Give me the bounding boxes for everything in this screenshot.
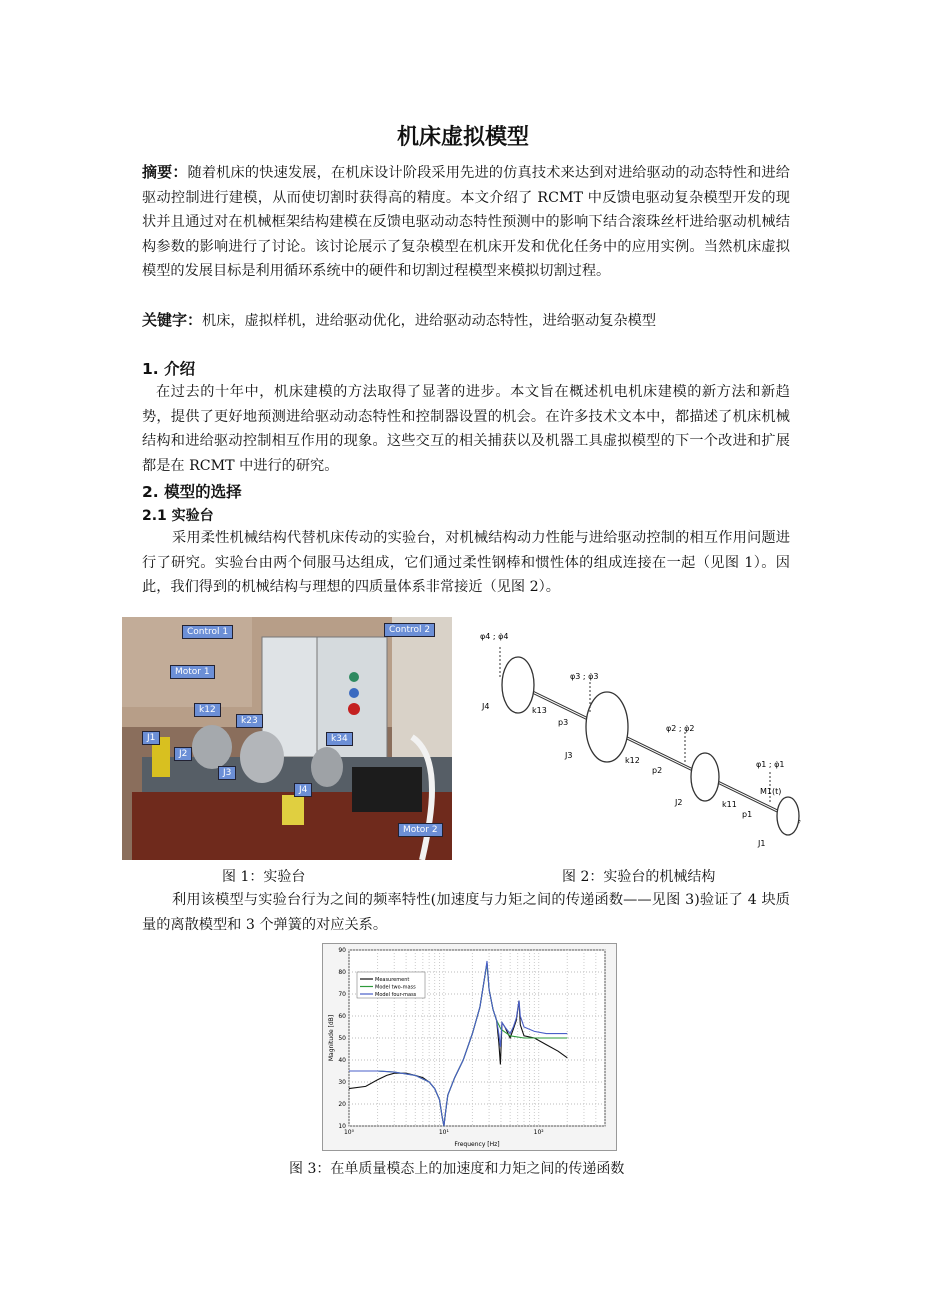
y-tick-label: 40 bbox=[338, 1057, 346, 1064]
label-k34: k34 bbox=[326, 732, 353, 746]
phi4-label: φ4 ; φ̇4 bbox=[480, 632, 509, 641]
section2-1-text2: 利用该模型与实验台行为之间的频率特性(加速度与力矩之间的传递函数——见图 3)验证了 4 块质量的离散模型和 3 个弹簧的对应关系。 bbox=[142, 892, 790, 933]
label-k23: k23 bbox=[236, 714, 263, 728]
label-motor1: Motor 1 bbox=[170, 665, 215, 679]
label-control1: Control 1 bbox=[182, 625, 233, 639]
figure1-caption: 图 1：实验台 bbox=[222, 869, 306, 885]
x-tick-label: 10¹ bbox=[438, 1129, 449, 1136]
section2-1-text: 采用柔性机械结构代替机床传动的实验台，对机械结构动力性能与进给驱动控制的相互作用问题进行了研究。实验台由两个伺服马达组成，它们通过柔性钢棒和惯性体的组成连接在一起（见图 1）。因此，我们得到的机械结构与理想的四质量体系非常接近（见图 2）。 bbox=[142, 530, 790, 596]
label-k12: k12 bbox=[194, 703, 221, 717]
abstract-label: 摘要： bbox=[142, 163, 188, 181]
torque-label: M1(t) bbox=[760, 787, 782, 796]
disk-j3 bbox=[586, 692, 628, 762]
keywords-label: 关键字： bbox=[142, 311, 203, 329]
y-tick-label: 80 bbox=[338, 969, 346, 976]
figure3-plot bbox=[322, 943, 617, 1151]
figure1-photo bbox=[122, 617, 452, 860]
keywords bbox=[142, 308, 790, 334]
label-j1: J1 bbox=[142, 731, 160, 745]
section2-1-heading: 2.1 实验台 bbox=[142, 508, 214, 524]
y-tick-label: 70 bbox=[338, 991, 346, 998]
label-control2: Control 2 bbox=[384, 623, 435, 637]
keywords-text: 机床，虚拟样机，进给驱动优化，进给驱动动态特性，进给驱动复杂模型 bbox=[202, 313, 657, 329]
paper-title: 机床虚拟模型 bbox=[396, 125, 529, 150]
abstract bbox=[142, 160, 790, 284]
disk-j2 bbox=[691, 753, 719, 801]
phi1-label: φ1 ; φ̇1 bbox=[756, 760, 785, 769]
figure3-caption: 图 3：在单质量模态上的加速度和力矩之间的传递函数 bbox=[289, 1161, 625, 1177]
p2-label: p2 bbox=[652, 766, 663, 775]
section1-heading: 1. 介绍 bbox=[142, 360, 196, 378]
y-tick-label: 10 bbox=[338, 1123, 346, 1130]
J3-label: J3 bbox=[565, 751, 573, 760]
label-motor2: Motor 2 bbox=[398, 823, 443, 837]
transfer-function-chart bbox=[323, 944, 616, 1150]
k11-label: k11 bbox=[722, 800, 737, 809]
y-tick-label: 90 bbox=[338, 947, 346, 954]
x-tick-label: 10² bbox=[533, 1129, 544, 1136]
y-tick-label: 30 bbox=[338, 1079, 346, 1086]
phi3-label: φ3 ; φ̇3 bbox=[570, 672, 599, 681]
legend-label: Measurement bbox=[375, 977, 410, 983]
y-tick-label: 50 bbox=[338, 1035, 346, 1042]
label-j3: J3 bbox=[218, 766, 236, 780]
y-axis-label: Magnitude [dB] bbox=[328, 1014, 335, 1062]
k13-label: k13 bbox=[532, 706, 547, 715]
disk-j4 bbox=[502, 657, 534, 713]
legend-label: Model two-mass bbox=[375, 984, 416, 991]
abstract-text: 随着机床的快速发展，在机床设计阶段采用先进的仿真技术来达到对进给驱动的动态特性和进给驱动控制进行建模，从而使切割时获得高的精度。本文介绍了 RCMT 中反馈电驱动复杂模型开发的现状并且通过对在机械框架结构建模在反馈电驱动动态特性预测中的影响下结合滚珠丝杆进给驱动机械结构参数的影响进行了讨论。该讨论展示了复杂模型在机床开发和优化任务中的应用实例。当然机床虚拟模型的发展目标是利用循环系统中的硬件和切割过程模型来模拟切割过程。 bbox=[142, 165, 790, 280]
four-mass-diagram bbox=[470, 617, 815, 860]
J4-label: J4 bbox=[482, 702, 490, 711]
phi2-label: φ2 ; φ̇2 bbox=[666, 724, 695, 733]
p1-label: p1 bbox=[742, 810, 753, 819]
y-tick-label: 60 bbox=[338, 1013, 346, 1020]
p3-label: p3 bbox=[558, 718, 569, 727]
label-j4: J4 bbox=[294, 783, 312, 797]
disk-j1 bbox=[777, 797, 799, 835]
section1-text: 在过去的十年中，机床建模的方法取得了显著的进步。本文旨在概述机电机床建模的新方法和新趋势，提供了更好地预测进给驱动动态特性和控制器设置的机会。在许多技术文本中，都描述了机床机械结构和进给驱动控制相互作用的现象。这些交互的相关捕获以及机器工具虚拟模型的下一个改进和扩展都是在 RCMT 中进行的研究。 bbox=[142, 384, 790, 474]
figure2-diagram bbox=[470, 617, 815, 860]
label-j2: J2 bbox=[174, 747, 192, 761]
legend-label: Model four-mass bbox=[375, 992, 417, 998]
section2-heading: 2. 模型的选择 bbox=[142, 483, 242, 501]
J1-label: J1 bbox=[758, 839, 766, 848]
x-tick-label: 10⁰ bbox=[343, 1129, 355, 1136]
figure2-caption: 图 2：实验台的机械结构 bbox=[562, 869, 716, 885]
J2-label: J2 bbox=[675, 798, 683, 807]
k12-label: k12 bbox=[625, 756, 640, 765]
x-axis-label: Frequency [Hz] bbox=[454, 1141, 500, 1148]
y-tick-label: 20 bbox=[338, 1101, 346, 1108]
